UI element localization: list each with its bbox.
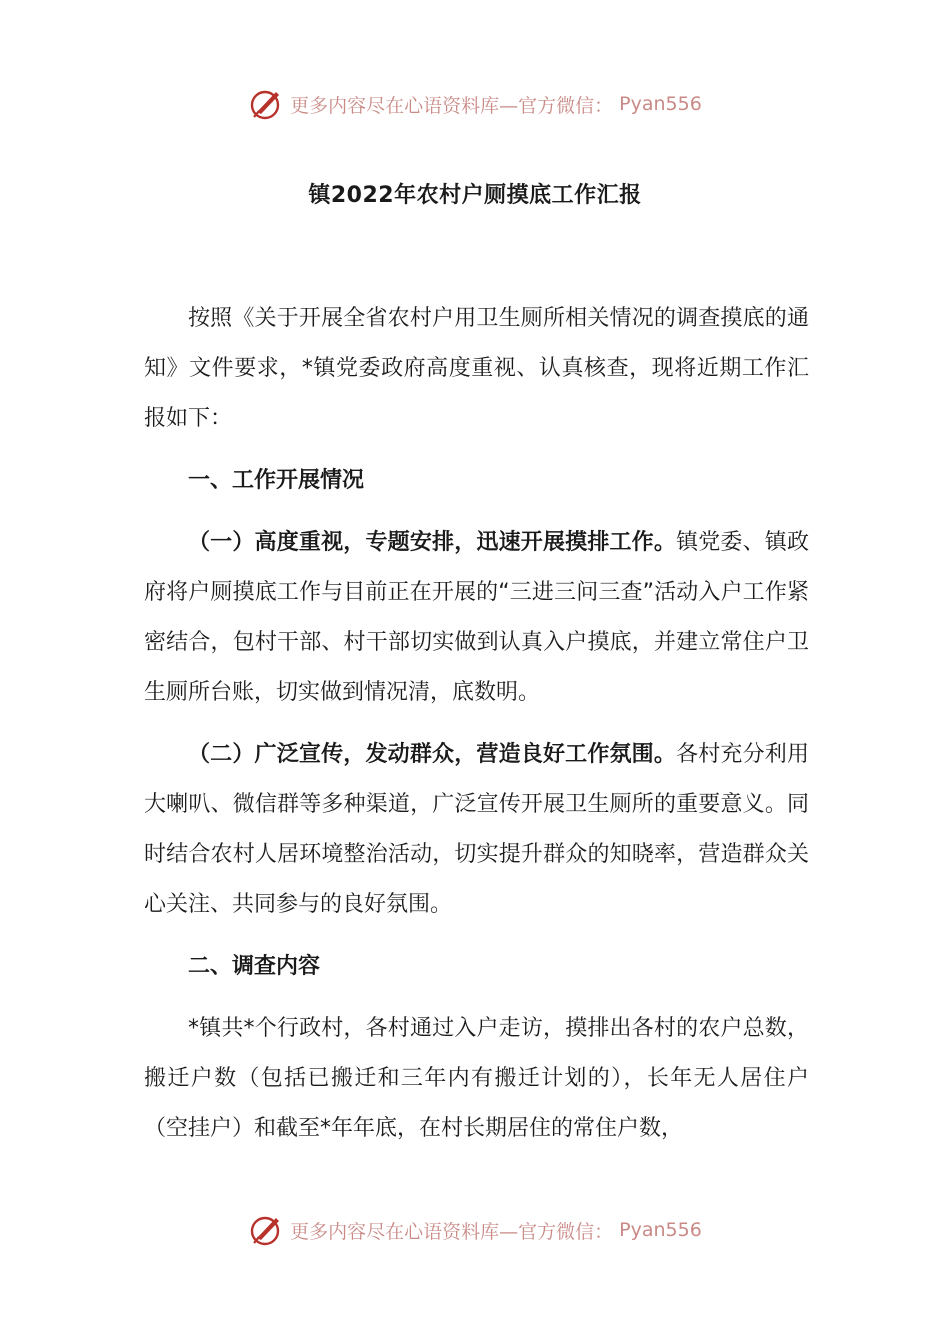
watermark-footer	[0, 1210, 950, 1250]
item-1-lead: （一）高度重视，专题安排，迅速开展摸排工作。	[188, 530, 677, 555]
document-body	[144, 294, 809, 1166]
section-1-item-2	[144, 730, 809, 930]
watermark-account: Pyan556	[619, 93, 702, 115]
section-2-paragraph: *镇共*个行政村，各村通过入户走访，摸排出各村的农户总数，搬迁户数（包括已搬迁和三年内有搬迁计划的），长年无人居住户（空挂户）和截至*年年底，在村长期居住的常住户数，	[144, 1016, 809, 1141]
watermark-text: 更多内容尽在心语资料库—官方微信：	[290, 1220, 614, 1243]
quill-logo-icon	[248, 86, 284, 122]
intro-paragraph: 按照《关于开展全省农村户用卫生厕所相关情况的调查摸底的通知》文件要求，*镇党委政府高度重视、认真核查，现将近期工作汇报如下：	[144, 306, 809, 431]
watermark-header	[0, 84, 950, 124]
watermark-text: 更多内容尽在心语资料库—官方微信：	[290, 94, 614, 117]
section-1-item-1	[144, 518, 809, 718]
quill-logo-icon	[248, 1212, 284, 1248]
watermark-account: Pyan556	[619, 1219, 702, 1241]
item-2-body: 各村充分利用大喇叭、微信群等多种渠道，广泛宣传开展卫生厕所的重要意义。同时结合农村人居环境整治活动，切实提升群众的知晓率，营造群众关心关注、共同参与的良好氛围。	[144, 742, 809, 917]
document-title: 镇2022年农村户厕摸底工作汇报	[308, 183, 642, 208]
section-heading-1: 一、工作开展情况	[188, 468, 365, 493]
item-1-body: 镇党委、镇政府将户厕摸底工作与目前正在开展的“三进三问三查”活动入户工作紧密结合，包村干部、村干部切实做到认真入户摸底，并建立常住户卫生厕所台账，切实做到情况清，底数明。	[144, 530, 809, 705]
section-heading-2: 二、调查内容	[188, 954, 321, 979]
item-2-lead: （二）广泛宣传，发动群众，营造良好工作氛围。	[188, 742, 677, 767]
